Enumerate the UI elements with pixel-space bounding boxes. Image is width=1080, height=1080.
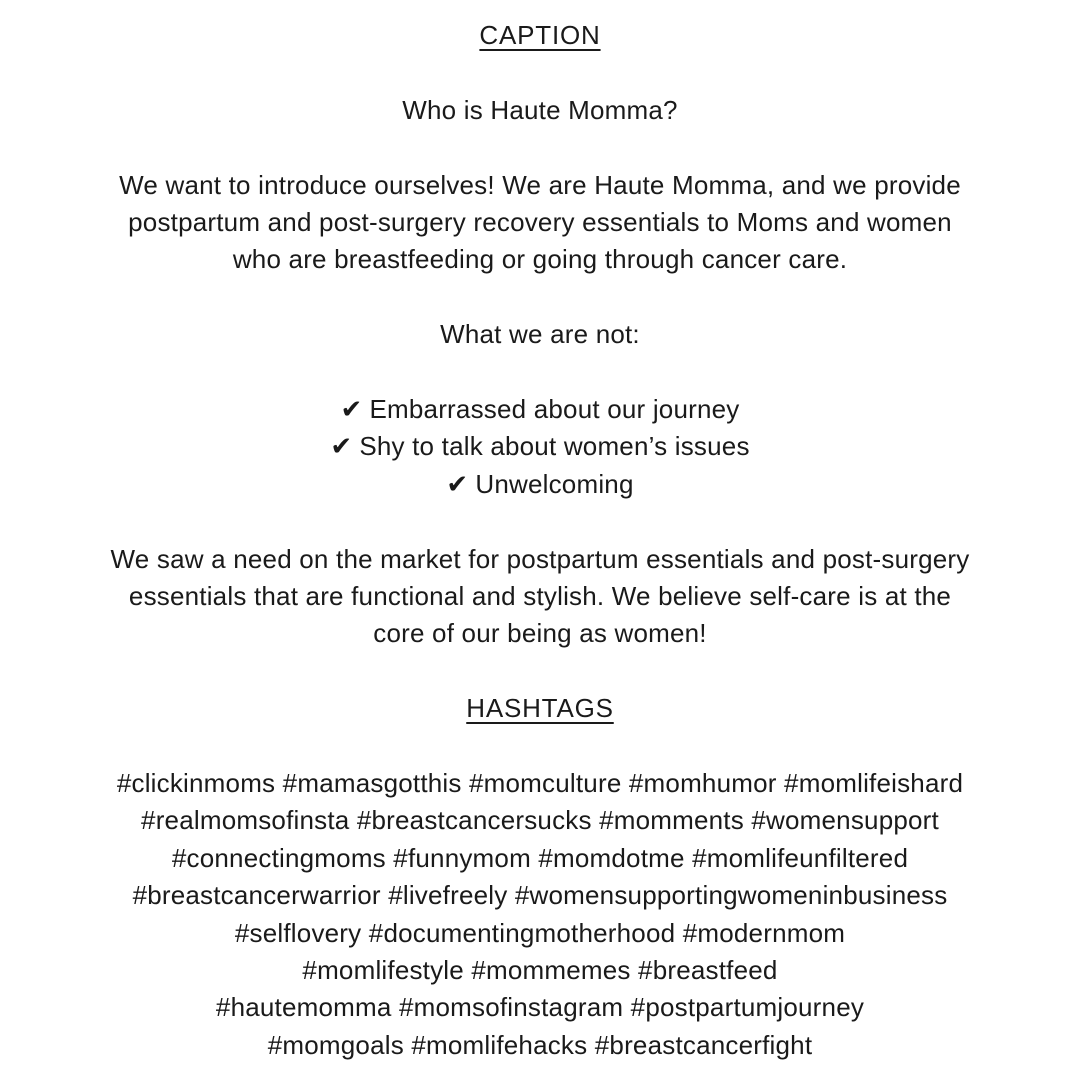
- spacer: [0, 728, 1080, 765]
- not-list-item: [0, 391, 1080, 428]
- hashtag-line: #breastcancerwarrior #livefreely #womensupportingwomeninbusiness: [132, 880, 948, 911]
- hashtags-heading: HASHTAGS: [466, 693, 614, 724]
- not-list-item: [0, 428, 1080, 465]
- hashtag-line: #hautemomma #momsofinstagram #postpartumjourney: [215, 992, 865, 1023]
- checkmark-icon: ✔: [340, 394, 363, 424]
- hashtag-line: #connectingmoms #funnymom #momdotme #momlifeunfiltered: [171, 842, 909, 873]
- closing-paragraph: [0, 541, 1080, 653]
- hashtag-line: #realmomsofinsta #breastcancersucks #momments #womensupport: [141, 805, 939, 836]
- closing-line: core of our being as women!: [373, 618, 707, 649]
- intro-line: who are breastfeeding or going through cancer care.: [232, 244, 848, 275]
- intro-line: We want to introduce ourselves! We are Haute Momma, and we provide: [119, 169, 961, 200]
- hashtag-line: #momgoals #momlifehacks #breastcancerfight: [267, 1029, 813, 1060]
- intro-line: postpartum and post-surgery recovery essentials to Moms and women: [128, 207, 952, 237]
- checkmark-icon: ✔: [446, 468, 469, 499]
- not-list-heading: What we are not:: [440, 319, 640, 350]
- not-list-item-text: Embarrassed about our journey: [369, 394, 740, 424]
- closing-line: essentials that are functional and stylish. We believe self-care is at the: [128, 581, 952, 612]
- hashtag-line: #selflovery #documentingmotherhood #modernmom: [234, 917, 846, 948]
- intro-question: Who is Haute Momma?: [402, 94, 678, 125]
- not-list: [0, 391, 1080, 503]
- hashtag-line: #clickinmoms #mamasgotthis #momculture #momhumor #momlifeishard: [116, 768, 964, 799]
- checkmark-icon: ✔: [330, 431, 353, 462]
- spacer: [0, 54, 1080, 91]
- spacer: [0, 279, 1080, 316]
- closing-line: We saw a need on the market for postpartum essentials and post-surgery: [110, 543, 970, 574]
- not-list-item-text: Unwelcoming: [475, 468, 634, 499]
- caption-heading: CAPTION: [479, 20, 601, 50]
- not-list-item-text: Shy to talk about women’s issues: [359, 431, 750, 462]
- spacer: [0, 653, 1080, 690]
- spacer: [0, 129, 1080, 166]
- spacer: [0, 503, 1080, 540]
- spacer: [0, 354, 1080, 391]
- hashtag-block: [0, 765, 1080, 1064]
- intro-paragraph: [0, 167, 1080, 279]
- not-list-item: [0, 466, 1080, 503]
- hashtag-line: #momlifestyle #mommemes #breastfeed: [302, 955, 778, 986]
